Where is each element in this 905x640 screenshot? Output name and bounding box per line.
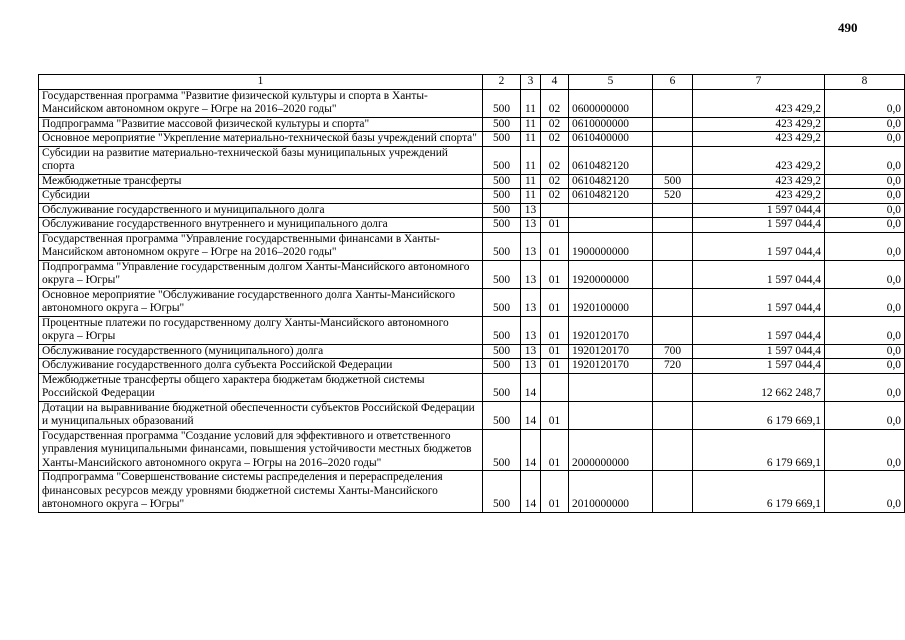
- row-name: Обслуживание государственного и муниципального долга: [39, 203, 483, 218]
- cell-section: 13: [521, 359, 541, 374]
- cell-target-article: 0610482120: [569, 189, 653, 204]
- table-row: [39, 232, 905, 260]
- cell-subsection: 01: [541, 429, 569, 471]
- budget-table: [38, 74, 905, 513]
- cell-amount: 423 429,2: [693, 89, 825, 117]
- cell-code: 500: [483, 429, 521, 471]
- row-name: Субсидии: [39, 189, 483, 204]
- cell-amount: 6 179 669,1: [693, 471, 825, 513]
- row-name: Подпрограмма "Управление государственным долгом Ханты-Мансийского автономного округа – Югры": [39, 260, 483, 288]
- row-name: Основное мероприятие "Укрепление материально-технической базы учреждений спорта": [39, 132, 483, 147]
- cell-amount: 6 179 669,1: [693, 401, 825, 429]
- table-row: [39, 203, 905, 218]
- table-row: [39, 189, 905, 204]
- cell-section: 13: [521, 260, 541, 288]
- cell-expense-type: [653, 218, 693, 233]
- table-row: [39, 174, 905, 189]
- table-row: [39, 132, 905, 147]
- cell-subsection: 01: [541, 218, 569, 233]
- cell-target-article: 1920120170: [569, 344, 653, 359]
- table-row: [39, 146, 905, 174]
- cell-section: 14: [521, 373, 541, 401]
- table-row: [39, 260, 905, 288]
- cell-target-article: 1900000000: [569, 232, 653, 260]
- cell-amount-2: 0,0: [825, 132, 905, 147]
- cell-expense-type: [653, 401, 693, 429]
- row-name: Межбюджетные трансферты: [39, 174, 483, 189]
- cell-subsection: 01: [541, 316, 569, 344]
- row-name: Подпрограмма "Совершенствование системы распределения и перераспределения финансовых ресурсов между уровнями бюджетной системы Ханты-Мансийского автономного округа – Югры": [39, 471, 483, 513]
- cell-target-article: [569, 373, 653, 401]
- cell-subsection: 01: [541, 401, 569, 429]
- cell-section: 13: [521, 288, 541, 316]
- cell-section: 14: [521, 429, 541, 471]
- row-name: Государственная программа "Развитие физической культуры и спорта в Ханты-Мансийском автономном округе – Югре на 2016–2020 годы": [39, 89, 483, 117]
- row-name: Обслуживание государственного (муниципального) долга: [39, 344, 483, 359]
- cell-target-article: 2000000000: [569, 429, 653, 471]
- cell-code: 500: [483, 288, 521, 316]
- cell-section: 13: [521, 344, 541, 359]
- cell-amount: 1 597 044,4: [693, 344, 825, 359]
- cell-amount: 1 597 044,4: [693, 288, 825, 316]
- table-row: [39, 344, 905, 359]
- table-row: [39, 359, 905, 374]
- cell-amount-2: 0,0: [825, 189, 905, 204]
- table-row: [39, 373, 905, 401]
- cell-subsection: 01: [541, 344, 569, 359]
- row-name: Государственная программа "Создание условий для эффективного и ответственного управления муниципальными финансами, повышения устойчивости местных бюджетов Ханты-Мансийского автономного округа – Югры на 2016–2020 годы": [39, 429, 483, 471]
- cell-amount: 423 429,2: [693, 174, 825, 189]
- cell-target-article: 0610482120: [569, 174, 653, 189]
- cell-code: 500: [483, 189, 521, 204]
- table-row: [39, 218, 905, 233]
- cell-section: 11: [521, 146, 541, 174]
- cell-subsection: 01: [541, 260, 569, 288]
- row-name: Государственная программа "Управление государственными финансами в Ханты-Мансийском автономном округе – Югре на 2016–2020 годы": [39, 232, 483, 260]
- cell-code: 500: [483, 316, 521, 344]
- cell-expense-type: 500: [653, 174, 693, 189]
- cell-expense-type: 700: [653, 344, 693, 359]
- cell-expense-type: [653, 471, 693, 513]
- cell-amount-2: 0,0: [825, 344, 905, 359]
- cell-code: 500: [483, 203, 521, 218]
- cell-expense-type: [653, 203, 693, 218]
- cell-expense-type: [653, 316, 693, 344]
- cell-code: 500: [483, 132, 521, 147]
- cell-target-article: 0600000000: [569, 89, 653, 117]
- cell-amount-2: 0,0: [825, 359, 905, 374]
- cell-code: 500: [483, 401, 521, 429]
- column-header: 5: [569, 75, 653, 90]
- cell-expense-type: [653, 89, 693, 117]
- table-row: [39, 89, 905, 117]
- cell-amount-2: 0,0: [825, 288, 905, 316]
- row-name: Процентные платежи по государственному долгу Ханты-Мансийского автономного округа – Югры: [39, 316, 483, 344]
- cell-code: 500: [483, 232, 521, 260]
- cell-code: 500: [483, 146, 521, 174]
- table-row: [39, 117, 905, 132]
- cell-expense-type: [653, 429, 693, 471]
- cell-section: 13: [521, 218, 541, 233]
- cell-amount-2: 0,0: [825, 146, 905, 174]
- cell-target-article: [569, 218, 653, 233]
- cell-subsection: 02: [541, 189, 569, 204]
- cell-code: 500: [483, 117, 521, 132]
- cell-expense-type: [653, 146, 693, 174]
- cell-amount: 1 597 044,4: [693, 232, 825, 260]
- cell-target-article: [569, 401, 653, 429]
- cell-section: 11: [521, 189, 541, 204]
- row-name: Дотации на выравнивание бюджетной обеспеченности субъектов Российской Федерации и муниципальных образований: [39, 401, 483, 429]
- row-name: Обслуживание государственного внутреннего и муниципального долга: [39, 218, 483, 233]
- cell-subsection: 02: [541, 146, 569, 174]
- column-header: 3: [521, 75, 541, 90]
- cell-section: 11: [521, 117, 541, 132]
- cell-target-article: 0610400000: [569, 132, 653, 147]
- cell-subsection: 02: [541, 174, 569, 189]
- column-header: 8: [825, 75, 905, 90]
- cell-amount: 1 597 044,4: [693, 316, 825, 344]
- cell-code: 500: [483, 89, 521, 117]
- cell-amount-2: 0,0: [825, 218, 905, 233]
- cell-expense-type: [653, 132, 693, 147]
- column-header: 7: [693, 75, 825, 90]
- cell-expense-type: [653, 260, 693, 288]
- cell-amount: 6 179 669,1: [693, 429, 825, 471]
- cell-expense-type: [653, 288, 693, 316]
- table-row: [39, 288, 905, 316]
- cell-code: 500: [483, 471, 521, 513]
- cell-target-article: 1920000000: [569, 260, 653, 288]
- cell-amount-2: 0,0: [825, 89, 905, 117]
- cell-expense-type: 520: [653, 189, 693, 204]
- cell-amount: 12 662 248,7: [693, 373, 825, 401]
- cell-amount-2: 0,0: [825, 232, 905, 260]
- cell-amount-2: 0,0: [825, 174, 905, 189]
- cell-section: 11: [521, 89, 541, 117]
- cell-amount-2: 0,0: [825, 429, 905, 471]
- cell-target-article: 1920120170: [569, 359, 653, 374]
- cell-target-article: 0610000000: [569, 117, 653, 132]
- cell-section: 13: [521, 232, 541, 260]
- cell-target-article: 1920120170: [569, 316, 653, 344]
- cell-expense-type: [653, 373, 693, 401]
- cell-section: 11: [521, 174, 541, 189]
- cell-amount: 1 597 044,4: [693, 359, 825, 374]
- cell-section: 13: [521, 316, 541, 344]
- page-number: 490: [838, 20, 858, 35]
- cell-amount: 1 597 044,4: [693, 218, 825, 233]
- table-header-row: [39, 75, 905, 90]
- cell-code: 500: [483, 373, 521, 401]
- row-name: Основное мероприятие "Обслуживание государственного долга Ханты-Мансийского автономного округа – Югры": [39, 288, 483, 316]
- cell-subsection: 02: [541, 132, 569, 147]
- column-header: 2: [483, 75, 521, 90]
- cell-amount-2: 0,0: [825, 260, 905, 288]
- row-name: Подпрограмма "Развитие массовой физической культуры и спорта": [39, 117, 483, 132]
- cell-section: 13: [521, 203, 541, 218]
- cell-amount-2: 0,0: [825, 471, 905, 513]
- column-header: 1: [39, 75, 483, 90]
- cell-amount: 1 597 044,4: [693, 203, 825, 218]
- cell-amount-2: 0,0: [825, 117, 905, 132]
- cell-amount: 423 429,2: [693, 146, 825, 174]
- table-row: [39, 401, 905, 429]
- cell-code: 500: [483, 260, 521, 288]
- cell-subsection: 01: [541, 232, 569, 260]
- cell-target-article: [569, 203, 653, 218]
- cell-expense-type: [653, 232, 693, 260]
- cell-target-article: 1920100000: [569, 288, 653, 316]
- cell-subsection: 01: [541, 359, 569, 374]
- cell-amount: 423 429,2: [693, 132, 825, 147]
- table-row: [39, 471, 905, 513]
- column-header: 4: [541, 75, 569, 90]
- cell-subsection: 02: [541, 89, 569, 117]
- cell-subsection: 01: [541, 471, 569, 513]
- cell-code: 500: [483, 359, 521, 374]
- cell-subsection: 02: [541, 117, 569, 132]
- cell-subsection: [541, 203, 569, 218]
- cell-amount: 1 597 044,4: [693, 260, 825, 288]
- cell-section: 14: [521, 471, 541, 513]
- cell-section: 14: [521, 401, 541, 429]
- row-name: Обслуживание государственного долга субъекта Российской Федерации: [39, 359, 483, 374]
- cell-amount: 423 429,2: [693, 189, 825, 204]
- cell-target-article: 0610482120: [569, 146, 653, 174]
- cell-section: 11: [521, 132, 541, 147]
- column-header: 6: [653, 75, 693, 90]
- cell-code: 500: [483, 344, 521, 359]
- cell-amount-2: 0,0: [825, 316, 905, 344]
- cell-amount: 423 429,2: [693, 117, 825, 132]
- cell-amount-2: 0,0: [825, 373, 905, 401]
- cell-amount-2: 0,0: [825, 401, 905, 429]
- table-row: [39, 316, 905, 344]
- cell-subsection: 01: [541, 288, 569, 316]
- cell-code: 500: [483, 174, 521, 189]
- cell-expense-type: [653, 117, 693, 132]
- cell-subsection: [541, 373, 569, 401]
- cell-expense-type: 720: [653, 359, 693, 374]
- row-name: Субсидии на развитие материально-технической базы муниципальных учреждений спорта: [39, 146, 483, 174]
- table-row: [39, 429, 905, 471]
- row-name: Межбюджетные трансферты общего характера бюджетам бюджетной системы Российской Федерации: [39, 373, 483, 401]
- cell-target-article: 2010000000: [569, 471, 653, 513]
- cell-code: 500: [483, 218, 521, 233]
- cell-amount-2: 0,0: [825, 203, 905, 218]
